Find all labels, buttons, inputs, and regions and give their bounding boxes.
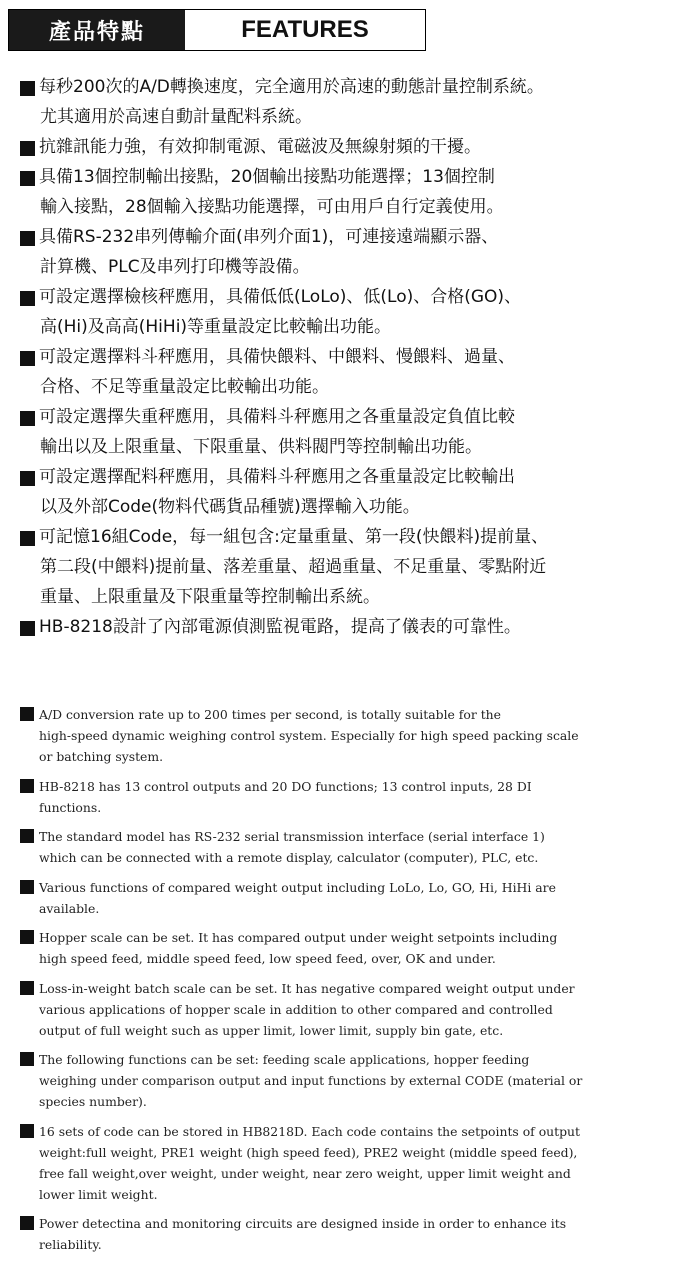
- feature-line: lower limit weight.: [39, 1186, 158, 1202]
- chinese-feature-item: [20, 522, 690, 612]
- feature-line: 重量、上限重量及下限重量等控制輸出系統。: [40, 587, 380, 607]
- feature-line: weight:full weight, PRE1 weight (high speed feed), PRE2 weight (middle speed feed),: [39, 1144, 578, 1160]
- feature-line: 每秒200次的A/D轉換速度，完全適用於高速的動態計量控制系統。: [39, 77, 544, 97]
- feature-line: Loss-in-weight batch scale can be set. It has negative compared weight output under: [39, 980, 575, 996]
- english-feature-item: [20, 1121, 692, 1205]
- header-title-english: FEATURES: [185, 10, 425, 50]
- square-bullet-icon: [20, 981, 34, 995]
- feature-line: 第二段(中餵料)提前量、落差重量、超過重量、不足重量、零點附近: [40, 557, 547, 577]
- english-feature-item: [20, 1213, 692, 1255]
- feature-line: HB-8218 has 13 control outputs and 20 DO functions; 13 control inputs, 28 DI: [39, 778, 532, 794]
- chinese-feature-item: [20, 72, 690, 132]
- square-bullet-icon: [20, 829, 34, 843]
- square-bullet-icon: [20, 1216, 34, 1230]
- feature-line: 可設定選擇檢核秤應用，具備低低(LoLo)、低(Lo)、合格(GO)、: [39, 287, 522, 307]
- feature-line: high speed feed, middle speed feed, low speed feed, over, OK and under.: [39, 951, 496, 966]
- square-bullet-icon: [20, 930, 34, 944]
- chinese-feature-item: [20, 162, 690, 222]
- feature-line: 可設定選擇料斗秤應用，具備快餵料、中餵料、慢餵料、過量、: [39, 347, 515, 367]
- feature-line: 具備13個控制輸出接點，20個輸出接點功能選擇；13個控制: [39, 167, 495, 187]
- square-bullet-icon: [20, 231, 35, 246]
- english-feature-item: [20, 1049, 692, 1112]
- feature-line: 高(Hi)及高高(HiHi)等重量設定比較輸出功能。: [40, 317, 392, 337]
- header-title-chinese: 產品特點: [9, 10, 185, 50]
- chinese-feature-item: [20, 402, 690, 462]
- feature-line: 可設定選擇配料秤應用，具備料斗秤應用之各重量設定比較輸出: [39, 467, 515, 487]
- features-header: [8, 9, 426, 51]
- square-bullet-icon: [20, 291, 35, 306]
- square-bullet-icon: [20, 351, 35, 366]
- english-feature-item: [20, 927, 692, 969]
- feature-line: 可設定選擇失重秤應用，具備料斗秤應用之各重量設定負值比較: [39, 407, 515, 427]
- feature-line: which can be connected with a remote display, calculator (computer), PLC, etc.: [39, 850, 539, 865]
- feature-line: species number).: [39, 1094, 147, 1109]
- square-bullet-icon: [20, 621, 35, 636]
- feature-line: functions.: [39, 799, 102, 815]
- feature-line: reliability.: [39, 1237, 102, 1252]
- square-bullet-icon: [20, 141, 35, 156]
- square-bullet-icon: [20, 471, 35, 486]
- feature-line: HB-8218設計了內部電源偵測監視電路，提高了儀表的可靠性。: [39, 617, 521, 637]
- feature-line: 可記憶16組Code，每一組包含:定量重量、第一段(快餵料)提前量、: [39, 527, 549, 547]
- feature-line: 抗雜訊能力強，有效抑制電源、電磁波及無線射頻的干擾。: [39, 137, 481, 157]
- feature-line: Hopper scale can be set. It has compared output under weight setpoints including: [39, 930, 558, 945]
- feature-line: Various functions of compared weight output including LoLo, Lo, GO, Hi, HiHi are: [39, 879, 556, 895]
- feature-line: 尤其適用於高速自動計量配料系統。: [40, 107, 312, 127]
- feature-line: A/D conversion rate up to 200 times per second, is totally suitable for the: [39, 707, 501, 722]
- chinese-feature-item: [20, 222, 690, 282]
- feature-line: 輸出以及上限重量、下限重量、供料閥門等控制輸出功能。: [40, 437, 482, 457]
- english-feature-item: [20, 776, 692, 818]
- chinese-feature-item: [20, 282, 690, 342]
- feature-line: free fall weight,over weight, under weight, near zero weight, upper limit weight and: [39, 1165, 571, 1181]
- chinese-feature-item: [20, 132, 690, 162]
- feature-line: output of full weight such as upper limit, lower limit, supply bin gate, etc.: [39, 1022, 504, 1038]
- square-bullet-icon: [20, 1052, 34, 1066]
- feature-line: weighing under comparison output and input functions by external CODE (material or: [39, 1073, 583, 1088]
- feature-line: 合格、不足等重量設定比較輸出功能。: [40, 377, 329, 397]
- chinese-feature-item: [20, 462, 690, 522]
- square-bullet-icon: [20, 1124, 34, 1138]
- feature-line: available.: [39, 900, 100, 916]
- feature-line: 16 sets of code can be stored in HB8218D. Each code contains the setpoints of output: [39, 1123, 581, 1139]
- feature-line: various applications of hopper scale in addition to other compared and controlled: [39, 1001, 553, 1017]
- feature-line: high-speed dynamic weighing control system. Especially for high speed packing scale: [39, 728, 579, 743]
- english-feature-item: [20, 877, 692, 919]
- english-feature-item: [20, 978, 692, 1041]
- chinese-feature-list: [20, 72, 690, 642]
- english-feature-item: [20, 704, 692, 767]
- chinese-feature-item: [20, 342, 690, 402]
- feature-line: The standard model has RS-232 serial transmission interface (serial interface 1): [39, 829, 545, 844]
- square-bullet-icon: [20, 880, 34, 894]
- square-bullet-icon: [20, 707, 34, 721]
- feature-line: Power detectina and monitoring circuits are designed inside in order to enhance its: [39, 1216, 567, 1231]
- feature-line: 具備RS-232串列傳輸介面(串列介面1)，可連接遠端顯示器、: [39, 227, 499, 247]
- english-feature-list: [20, 704, 692, 1264]
- square-bullet-icon: [20, 171, 35, 186]
- square-bullet-icon: [20, 531, 35, 546]
- feature-line: 以及外部Code(物料代碼貨品種號)選擇輸入功能。: [40, 497, 420, 517]
- feature-line: or batching system.: [39, 749, 164, 764]
- english-feature-item: [20, 826, 692, 868]
- square-bullet-icon: [20, 411, 35, 426]
- feature-line: 輸入接點，28個輸入接點功能選擇，可由用戶自行定義使用。: [40, 197, 504, 217]
- chinese-feature-item: [20, 612, 690, 642]
- square-bullet-icon: [20, 81, 35, 96]
- square-bullet-icon: [20, 779, 34, 793]
- feature-line: 計算機、PLC及串列打印機等設備。: [40, 257, 310, 277]
- feature-line: The following functions can be set: feeding scale applications, hopper feeding: [39, 1052, 530, 1067]
